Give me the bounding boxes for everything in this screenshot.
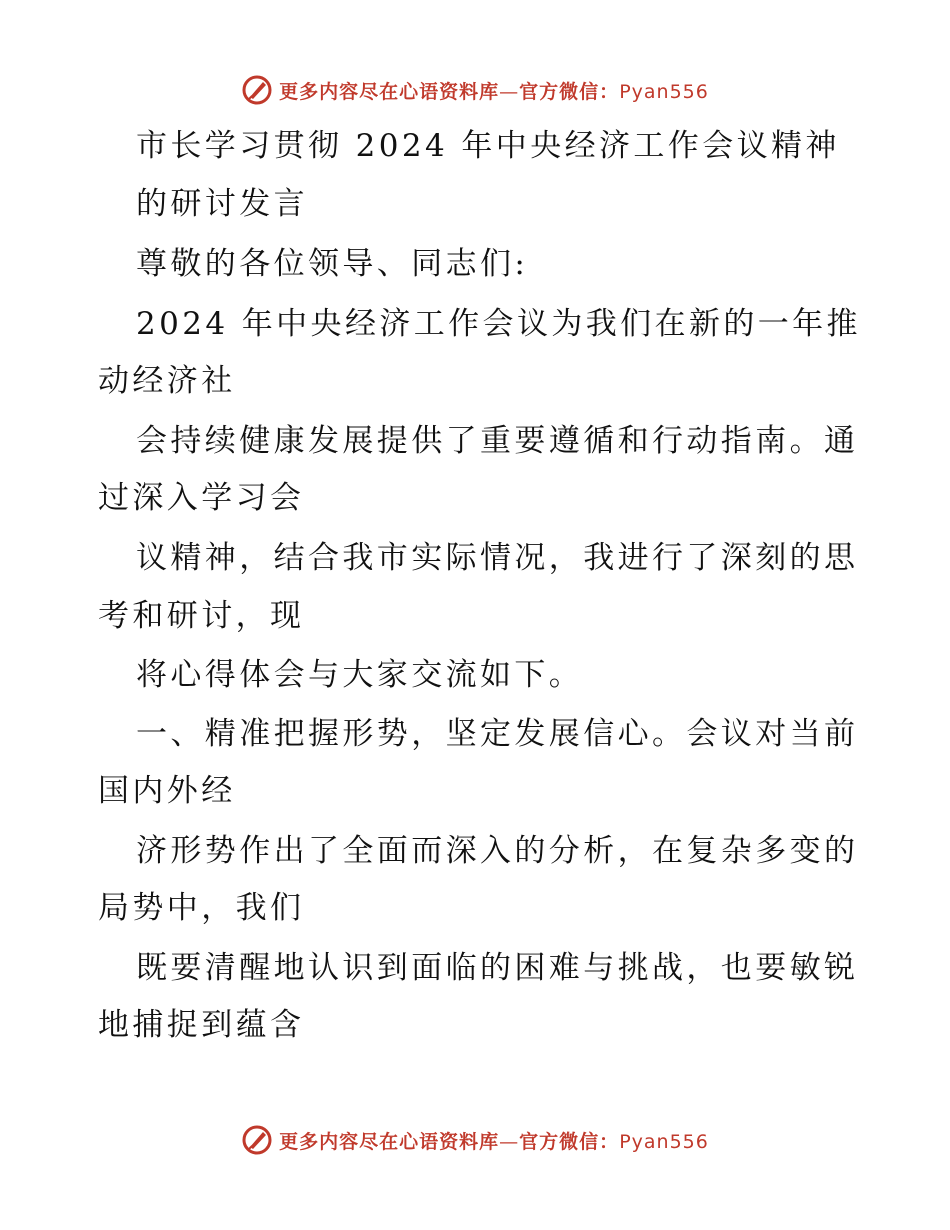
doc-line-title-1: 市长学习贯彻 2024 年中央经济工作会议精神 (136, 128, 840, 164)
header-banner-text (279, 77, 709, 104)
header-separator: — (499, 80, 520, 103)
header-wechat-id: Pyan556 (619, 80, 709, 103)
doc-line: 考和研讨，现 (98, 598, 305, 634)
footer-site-text: 更多内容尽在心语资料库 (279, 1130, 500, 1153)
doc-line: 既要清醒地认识到面临的困难与挑战，也要敏锐 (136, 950, 859, 986)
doc-line: 动经济社 (98, 363, 236, 399)
doc-line-title-2: 的研讨发言 (136, 186, 308, 222)
footer-banner (0, 1120, 950, 1160)
doc-line: 国内外经 (98, 773, 236, 809)
doc-line-salutation: 尊敬的各位领导、同志们: (136, 246, 529, 282)
doc-line: 局势中，我们 (98, 890, 305, 926)
doc-line: 议精神，结合我市实际情况，我进行了深刻的思 (136, 540, 859, 576)
doc-line: 将心得体会与大家交流如下。 (136, 657, 584, 693)
feather-pen-logo-icon (241, 1124, 273, 1156)
footer-separator: — (499, 1130, 520, 1153)
footer-banner-text (279, 1127, 709, 1154)
doc-line-section-1: 一、精准把握形势，坚定发展信心。会议对当前 (136, 716, 859, 752)
feather-pen-logo-icon (241, 74, 273, 106)
header-site-text: 更多内容尽在心语资料库 (279, 80, 500, 103)
doc-line: 2024 年中央经济工作会议为我们在新的一年推 (136, 306, 861, 342)
doc-line: 济形势作出了全面而深入的分析，在复杂多变的 (136, 833, 859, 869)
header-banner (0, 70, 950, 110)
doc-line: 过深入学习会 (98, 480, 305, 516)
doc-line: 地捕捉到蕴含 (98, 1007, 305, 1043)
doc-line: 会持续健康发展提供了重要遵循和行动指南。通 (136, 423, 859, 459)
footer-wechat-id: Pyan556 (619, 1130, 709, 1153)
footer-wechat-label: 官方微信： (519, 1130, 620, 1153)
header-wechat-label: 官方微信： (519, 80, 620, 103)
